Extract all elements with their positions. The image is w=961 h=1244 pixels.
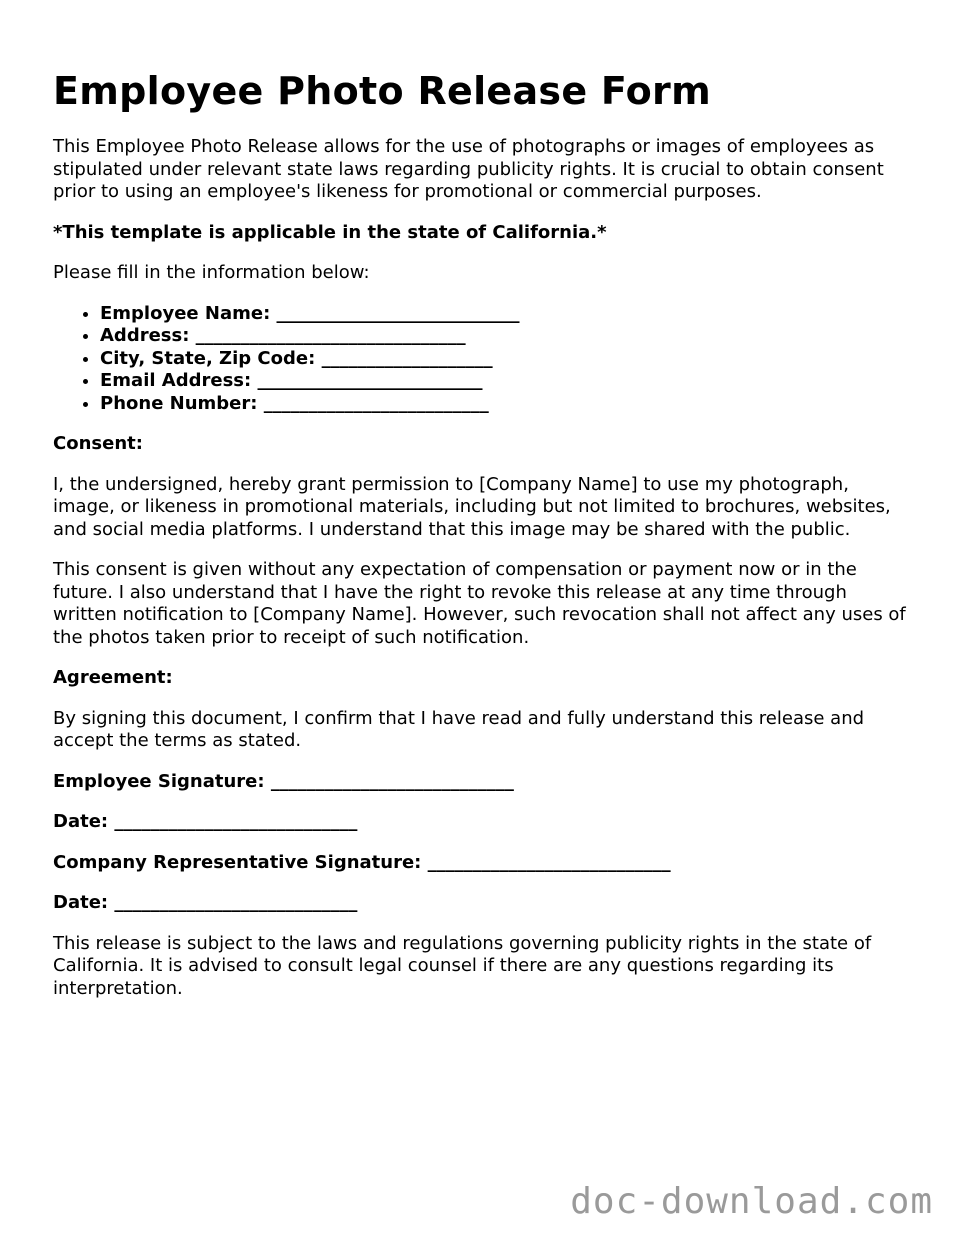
address-field: • Address: ______________________________ [100,325,913,348]
info-field-list [53,303,913,416]
applicability-note: *This template is applicable in the state of California.* [53,221,607,243]
page-title: Employee Photo Release Form [53,69,711,113]
employee-name-field: • Employee Name: ___________________________ [100,303,913,326]
agreement-paragraph: By signing this document, I confirm that I have read and fully understand this release and accept the terms as stated. [53,707,865,751]
company-signature-line: Company Representative Signature: ___________________________ [53,851,671,873]
closing-paragraph: This release is subject to the laws and regulations governing publicity rights in the state of California. It is advised to consult legal counsel if there are any questions regarding its interpretation. [53,932,872,999]
document-page [53,68,913,1018]
intro-paragraph: This Employee Photo Release allows for the use of photographs or images of employees as stipulated under relevant state laws regarding publicity rights. It is crucial to obtain consent prior to using an employee's likeness for promotional or commercial purposes. [53,136,884,202]
fill-prompt: Please fill in the information below: [53,262,370,283]
employee-date-line: Date: ___________________________ [53,811,358,832]
phone-number-field: • Phone Number: _________________________ [100,393,913,416]
consent-paragraph-2: This consent is given without any expectation of compensation or payment now or in the future. I also understand that I have the right to revoke this release at any time through written notification to [Company Name]. However, such revocation shall not affect any uses of the photos taken prior to receipt of such notification. [53,559,906,648]
consent-heading: Consent: [53,433,143,454]
city-state-zip-field: • City, State, Zip Code: ___________________ [100,348,913,371]
agreement-heading: Agreement: [53,667,173,688]
watermark: doc-download.com [570,1181,933,1222]
consent-paragraph-1: I, the undersigned, hereby grant permission to [Company Name] to use my photograph, image, or likeness in promotional materials, including but not limited to brochures, websites, and social media platforms. I understand that this image may be shared with the public. [53,473,891,540]
company-date-line: Date: ___________________________ [53,892,358,913]
email-address-field: • Email Address: _________________________ [100,370,913,393]
employee-signature-line: Employee Signature: ___________________________ [53,770,514,792]
